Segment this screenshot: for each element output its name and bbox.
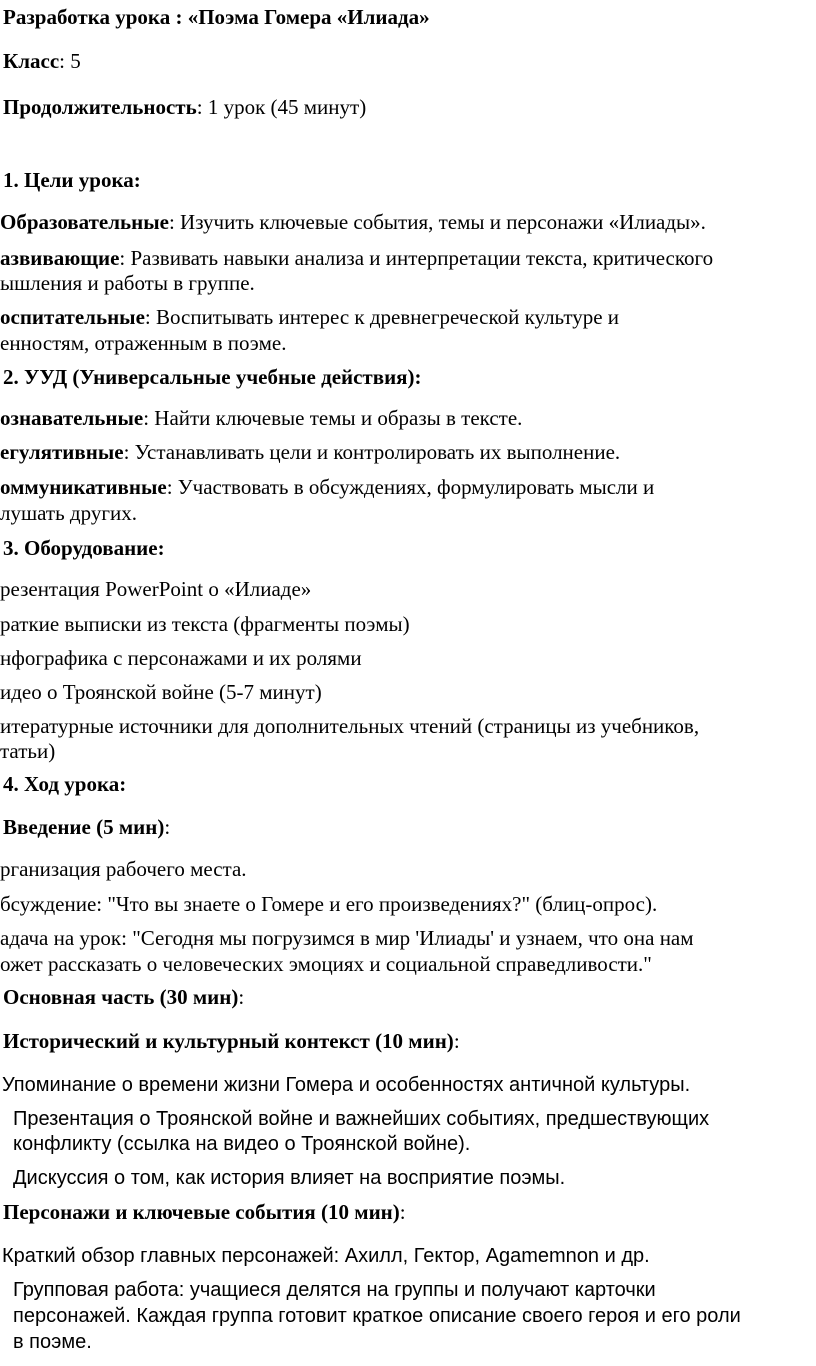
characters-item: Краткий обзор главных персонажей: Ахилл, Гектор, Agamemnon и др. xyxy=(2,1245,650,1267)
subheading-characters-events: Персонажи и ключевые события (10 мин): xyxy=(3,1200,406,1224)
uud-item: оммуникативные: Участвовать в обсуждениях, формулировать мысли и xyxy=(0,475,655,499)
context-item: Упоминание о времени жизни Гомера и особенностях античной культуры. xyxy=(2,1074,691,1096)
equipment-item: идео о Троянской войне (5-7 минут) xyxy=(0,680,322,704)
characters-item-continuation: персонажей. Каждая группа готовит краткое описание своего героя и его роли xyxy=(13,1305,741,1327)
section-heading-lesson-flow: 4. Ход урока: xyxy=(3,772,127,796)
goal-item: оспитательные: Воспитывать интерес к древнегреческой культуре и xyxy=(0,305,620,329)
equipment-item-continuation: татьи) xyxy=(0,739,56,763)
uud-item: ознавательные: Найти ключевые темы и образы в тексте. xyxy=(0,406,523,430)
intro-item: бсуждение: "Что вы знаете о Гомере и его произведениях?" (блиц-опрос). xyxy=(0,892,658,916)
section-heading-goals: 1. Цели урока: xyxy=(3,168,141,192)
intro-item-continuation: ожет рассказать о человеческих эмоциях и социальной справедливости." xyxy=(0,952,652,976)
equipment-item: нфографика с персонажами и их ролями xyxy=(0,646,362,670)
intro-item: рганизация рабочего места. xyxy=(0,857,247,881)
characters-item: Групповая работа: учащиеся делятся на группы и получают карточки xyxy=(13,1279,656,1301)
section-heading-uud: 2. УУД (Универсальные учебные действия): xyxy=(3,365,422,389)
subheading-historical-context: Исторический и культурный контекст (10 мин): xyxy=(3,1029,460,1053)
context-item: Дискуссия о том, как история влияет на восприятие поэмы. xyxy=(13,1167,566,1189)
goal-item: Образовательные: Изучить ключевые события, темы и персонажи «Илиады». xyxy=(0,210,706,234)
context-item: Презентация о Троянской войне и важнейших событиях, предшествующих xyxy=(13,1108,710,1130)
goal-item: азвивающие: Развивать навыки анализа и интерпретации текста, критического xyxy=(0,246,714,270)
uud-item: егулятивные: Устанавливать цели и контролировать их выполнение. xyxy=(0,440,621,464)
section-heading-equipment: 3. Оборудование: xyxy=(3,536,165,560)
equipment-item: итературные источники для дополнительных чтений (страницы из учебников, xyxy=(0,714,700,738)
subheading-introduction: Введение (5 мин): xyxy=(3,815,171,839)
intro-item: адача на урок: "Сегодня мы погрузимся в мир 'Илиады' и узнаем, что она нам xyxy=(0,926,694,950)
document-title: Разработка урока : «Поэма Гомера «Илиада» xyxy=(3,5,430,29)
characters-item-continuation: в поэме. xyxy=(13,1331,92,1353)
equipment-item: резентация PowerPoint о «Илиаде» xyxy=(0,577,312,601)
subheading-main-part: Основная часть (30 мин): xyxy=(3,985,245,1009)
duration-line: Продолжительность: 1 урок (45 минут) xyxy=(3,95,367,119)
goal-item-continuation: ышления и работы в группе. xyxy=(0,271,255,295)
context-item-continuation: конфликту (ссылка на видео о Троянской войне). xyxy=(13,1133,471,1155)
equipment-item: раткие выписки из текста (фрагменты поэмы) xyxy=(0,612,410,636)
grade-line: Класс: 5 xyxy=(3,49,81,73)
uud-item-continuation: лушать других. xyxy=(0,501,137,525)
goal-item-continuation: енностям, отраженным в поэме. xyxy=(0,331,287,355)
